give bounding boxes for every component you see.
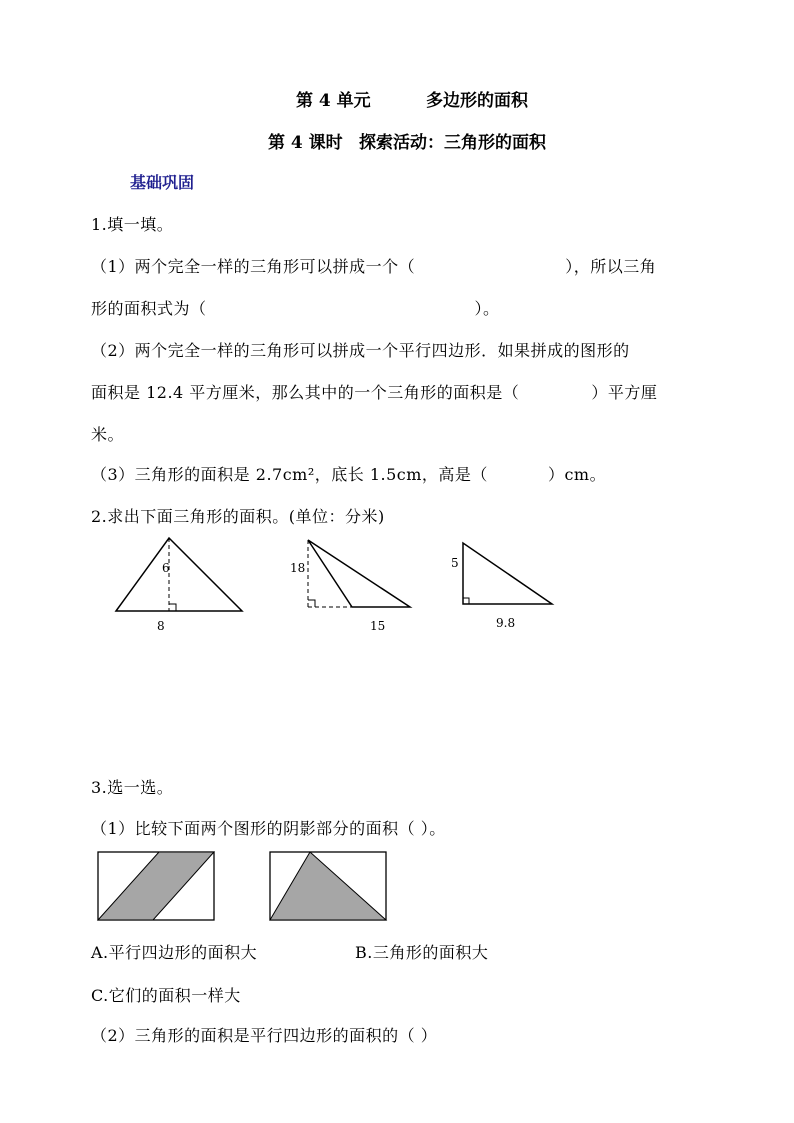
triangle-3-shape — [463, 543, 552, 604]
q1-part2-line3: 米。 — [91, 425, 125, 444]
q1-part1-text-c: 形的面积式为（ — [91, 299, 207, 318]
q3-part1: （1）比较下面两个图形的阴影部分的面积（ ）。 — [91, 819, 446, 838]
triangle-3-base-label: 9.8 — [496, 616, 516, 630]
q1-part2-text-b: 面积是 12.4 平方厘米，那么其中的一个三角形的面积是（ — [91, 383, 520, 402]
q3-option-c: C.它们的面积一样大 — [91, 986, 241, 1005]
q1-part3-text-a: （3）三角形的面积是 2.7cm²，底长 1.5cm，高是（ — [91, 465, 488, 484]
lesson-title: 探索活动：三角形的面积 — [359, 133, 546, 153]
triangle-figure-2 — [290, 540, 410, 633]
unit-title: 多边形的面积 — [426, 91, 528, 111]
q2-title: 2.求出下面三角形的面积。(单位：分米) — [91, 507, 385, 526]
q1-part1-text-a: （1）两个完全一样的三角形可以拼成一个（ — [91, 257, 416, 276]
q1-part2-line1: （2）两个完全一样的三角形可以拼成一个平行四边形．如果拼成的图形的 — [91, 341, 630, 360]
triangle-3-height-label: 5 — [451, 556, 459, 570]
triangle-figure-3 — [451, 543, 552, 630]
parallelogram-figure — [98, 852, 214, 920]
q3-part2: （2）三角形的面积是平行四边形的面积的（ ） — [91, 1026, 438, 1045]
lesson-number: 第 4 课时 — [268, 133, 343, 153]
triangle-2-right-angle-mark — [308, 600, 315, 607]
q1-title: 1.填一填。 — [91, 215, 174, 234]
triangle-1-right-angle-mark — [169, 604, 176, 611]
triangle-1-shape — [116, 538, 242, 611]
triangle-in-rectangle-figure — [270, 852, 386, 920]
unit-number: 第 4 单元 — [296, 91, 371, 111]
triangle-1-base-label: 8 — [157, 619, 165, 633]
section-heading: 基础巩固 — [130, 173, 195, 192]
q3-option-b: B.三角形的面积大 — [355, 943, 489, 962]
triangle-figure-1 — [116, 538, 242, 633]
triangle-2-base-label: 15 — [370, 619, 386, 633]
q3-title: 3.选一选。 — [91, 778, 174, 797]
triangle-1-height-label: 6 — [162, 561, 170, 575]
triangle-2-shape — [308, 540, 410, 607]
q1-part1-text-b: ），所以三角 — [565, 257, 657, 276]
q3-option-a: A.平行四边形的面积大 — [91, 943, 258, 962]
q1-part1-text-d: ）。 — [474, 299, 500, 318]
triangle-2-height-label: 18 — [290, 561, 306, 575]
triangle-3-right-angle-mark — [463, 598, 469, 604]
q1-part2-text-c: ）平方厘 — [591, 383, 658, 402]
q1-part3-text-b: ）cm。 — [547, 465, 607, 484]
